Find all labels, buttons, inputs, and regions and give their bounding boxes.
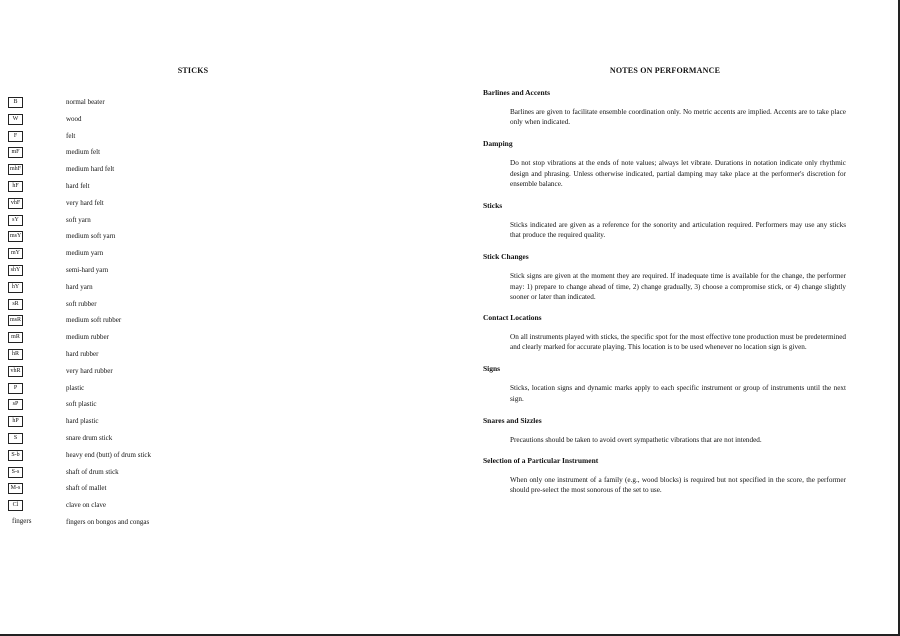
stick-description: medium hard felt bbox=[66, 165, 115, 174]
stick-description: soft yarn bbox=[66, 215, 91, 224]
stick-description: shaft of drum stick bbox=[66, 467, 119, 476]
stick-description: heavy end (butt) of drum stick bbox=[66, 450, 151, 459]
stick-legend-item bbox=[8, 248, 388, 265]
stick-legend-item bbox=[8, 399, 388, 416]
stick-legend-item bbox=[8, 299, 388, 316]
stick-symbol: S-s bbox=[8, 467, 23, 478]
stick-symbol: Cl bbox=[8, 500, 23, 511]
stick-legend-item bbox=[8, 332, 388, 349]
stick-symbol: hY bbox=[8, 282, 23, 293]
stick-symbol: B bbox=[8, 97, 23, 108]
stick-description: hard felt bbox=[66, 181, 90, 190]
section-title: Sticks bbox=[483, 201, 503, 211]
stick-description: semi-hard yarn bbox=[66, 265, 109, 274]
notes-column bbox=[483, 66, 853, 495]
section-title: Signs bbox=[483, 364, 501, 374]
sticks-column bbox=[8, 66, 388, 534]
notes-section bbox=[483, 201, 853, 240]
section-title: Damping bbox=[483, 139, 513, 149]
sticks-list bbox=[8, 97, 388, 534]
stick-legend-item bbox=[8, 450, 388, 467]
stick-legend-item bbox=[8, 416, 388, 433]
stick-symbol: sR bbox=[8, 299, 23, 310]
notes-section bbox=[483, 313, 853, 352]
stick-description: normal beater bbox=[66, 98, 105, 106]
stick-symbol: msR bbox=[8, 315, 23, 326]
stick-description: shaft of mallet bbox=[66, 484, 107, 493]
stick-legend-item bbox=[8, 114, 388, 131]
stick-legend-item bbox=[8, 467, 388, 484]
stick-symbol: shY bbox=[8, 265, 23, 276]
notes-section bbox=[483, 88, 853, 127]
stick-description: medium yarn bbox=[66, 249, 104, 258]
stick-description: medium felt bbox=[66, 148, 101, 157]
stick-description: fingers on bongos and congas bbox=[66, 517, 150, 526]
stick-description: wood bbox=[66, 114, 82, 123]
stick-description: very hard felt bbox=[66, 198, 104, 207]
stick-description: hard rubber bbox=[66, 349, 99, 358]
section-text: On all instruments played with sticks, the specific spot for the most effective tone production must be predetermined and clearly marked for accurate playing. This location is to be used whenever no location sign is given. bbox=[510, 333, 846, 352]
section-text: Precautions should be taken to avoid overt sympathetic vibrations that are not intended. bbox=[510, 435, 762, 444]
stick-legend-item bbox=[8, 383, 388, 400]
stick-legend-item bbox=[8, 349, 388, 366]
section-text: Sticks, location signs and dynamic marks apply to each specific instrument or group of instruments until the next sign. bbox=[510, 384, 846, 403]
stick-legend-item bbox=[8, 97, 388, 114]
stick-description: snare drum stick bbox=[66, 433, 113, 442]
stick-legend-item bbox=[8, 164, 388, 181]
stick-symbol: S-b bbox=[8, 450, 23, 461]
stick-legend-item bbox=[8, 315, 388, 332]
stick-symbol: mhF bbox=[8, 164, 23, 175]
section-title: Contact Locations bbox=[483, 313, 542, 323]
stick-symbol: hR bbox=[8, 349, 23, 360]
stick-symbol: hF bbox=[8, 181, 23, 192]
stick-description: medium soft yarn bbox=[66, 232, 116, 241]
notes-section bbox=[483, 252, 853, 302]
section-text: Barlines are given to facilitate ensemble coordination only. No metric accents are implied. Accents are to take place only when indicated. bbox=[510, 108, 846, 127]
notes-section bbox=[483, 456, 853, 495]
section-title: Selection of a Particular Instrument bbox=[483, 456, 599, 466]
notes-section bbox=[483, 364, 853, 403]
stick-symbol: mF bbox=[8, 147, 23, 158]
stick-legend-item bbox=[8, 500, 388, 517]
stick-legend-item bbox=[8, 366, 388, 383]
section-title: Stick Changes bbox=[483, 252, 529, 262]
stick-description: medium soft rubber bbox=[66, 316, 122, 325]
stick-description: very hard rubber bbox=[66, 366, 113, 375]
stick-description: felt bbox=[66, 131, 76, 140]
sticks-heading: STICKS bbox=[177, 66, 209, 75]
section-text: Sticks indicated are given as a reference for the sonority and articulation required. Performers may use any sticks that produce the required quality. bbox=[510, 221, 846, 240]
stick-description: medium rubber bbox=[66, 333, 109, 342]
stick-symbol: mR bbox=[8, 332, 23, 343]
stick-legend-item bbox=[8, 265, 388, 282]
notes-sections bbox=[483, 88, 853, 495]
stick-symbol: sY bbox=[8, 215, 23, 226]
stick-symbol: F bbox=[8, 131, 23, 142]
stick-symbol: W bbox=[8, 114, 23, 125]
stick-legend-item bbox=[8, 433, 388, 450]
stick-legend-item bbox=[8, 483, 388, 500]
section-title: Barlines and Accents bbox=[483, 88, 551, 97]
stick-description: soft plastic bbox=[66, 400, 97, 409]
section-title: Snares and Sizzles bbox=[483, 415, 542, 425]
stick-legend-item bbox=[8, 231, 388, 248]
stick-legend-item bbox=[8, 215, 388, 232]
stick-legend-item bbox=[8, 181, 388, 198]
section-text: Do not stop vibrations at the ends of note values; always let vibrate. Durations in notation indicate only rhythmic design and phrasing. Unless otherwise indicated, partial damping may take place at the performer's discretion for ensemble balance. bbox=[510, 159, 846, 188]
stick-symbol: M-s bbox=[8, 483, 23, 494]
stick-legend-item bbox=[8, 198, 388, 215]
notes-section bbox=[483, 416, 853, 445]
stick-symbol: P bbox=[8, 383, 23, 394]
stick-symbol: mY bbox=[8, 248, 23, 259]
stick-symbol: vhR bbox=[8, 366, 23, 377]
stick-description: clave on clave bbox=[66, 501, 107, 510]
section-text: When only one instrument of a family (e.g., wood blocks) is required but not specified in the score, the performer should pre-select the most sonorous of the set to use. bbox=[510, 476, 846, 495]
notes-heading: NOTES ON PERFORMANCE bbox=[609, 66, 721, 75]
section-text: Stick signs are given at the moment they are required. If inadequate time is available for the change, the performer may: 1) prepare to change ahead of time, 2) change gradually, 3) choose a compromise stick, or 4) change slightly sooner or later than indicated. bbox=[510, 272, 846, 301]
stick-description: hard yarn bbox=[66, 282, 93, 291]
stick-legend-item bbox=[8, 282, 388, 299]
stick-symbol: S bbox=[8, 433, 23, 444]
notes-section bbox=[483, 139, 853, 189]
stick-legend-item bbox=[8, 131, 388, 148]
stick-symbol: sP bbox=[8, 399, 23, 410]
stick-symbol: msY bbox=[8, 231, 23, 242]
stick-description: hard plastic bbox=[66, 417, 99, 426]
stick-legend-item bbox=[8, 517, 388, 534]
stick-symbol: hP bbox=[8, 416, 23, 427]
stick-description: plastic bbox=[66, 383, 85, 392]
stick-symbol: vhF bbox=[8, 198, 23, 209]
stick-legend-item bbox=[8, 147, 388, 164]
stick-description: soft rubber bbox=[66, 299, 97, 308]
stick-symbol: fingers bbox=[12, 516, 32, 525]
